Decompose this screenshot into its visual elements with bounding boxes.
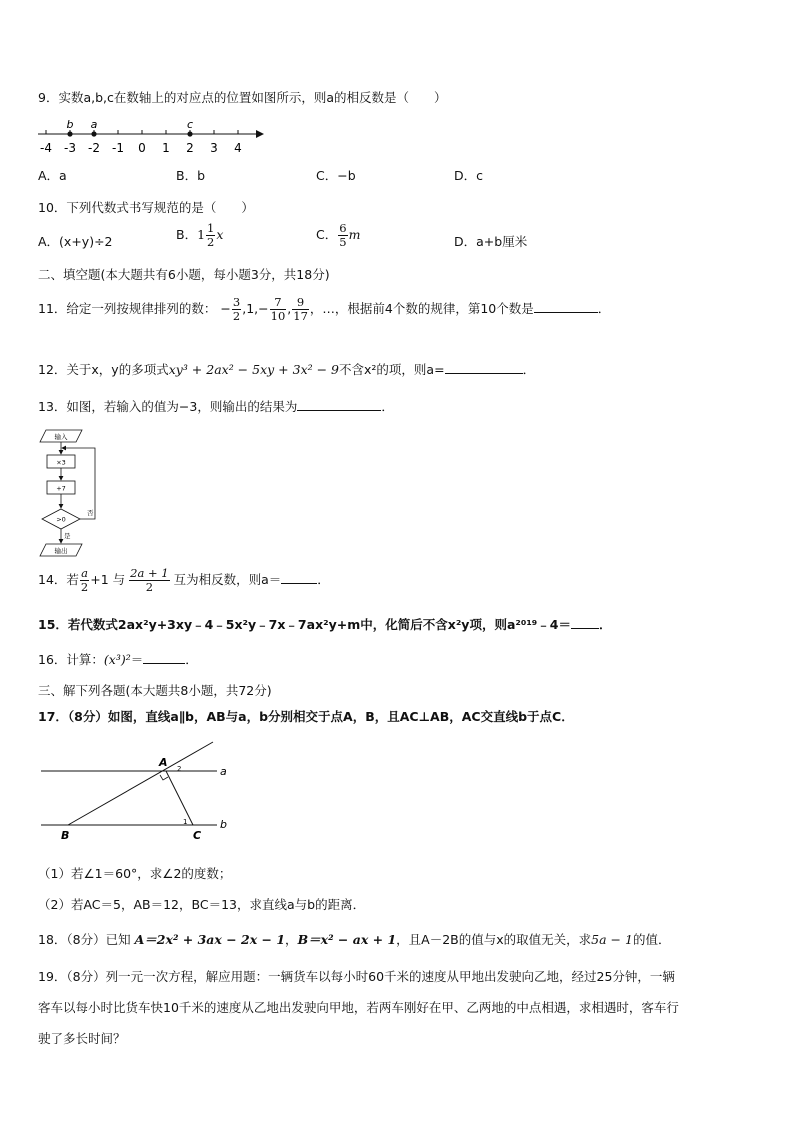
number-line-point [91,131,96,136]
number-line-tick-label: -2 [88,141,100,155]
q15-text: 15．若代数式2ax²y+3xy﹣4﹣5x²y﹣7x﹣7ax²y+m中，化简后不含x²y项，则a²⁰¹⁹﹣4＝ ． [38,617,612,632]
section3-heading: 三、解下列各题(本大题共8小题，共72分) [38,683,272,698]
flow-output-label: 输出 [54,547,68,555]
flow-cond-label: >0 [56,515,66,524]
q9-option-c: C．−b [316,168,356,183]
number-line-point [67,131,72,136]
number-line-tick-label: 3 [210,141,218,155]
q13-text: 13．如图，若输入的值为−3，则输出的结果为 ． [38,399,394,414]
q19-line1: 19．（8分）列一元一次方程，解应用题：一辆货车以每小时60千米的速度从甲地出发驶向乙地，经过25分钟，一辆 [38,969,675,984]
q18-text: 18．（8分）已知 A＝2x² + 3ax − 2x − 1，B＝x² − ax + 1，且A－2B的值与x的取值无关，求5a − 1的值． [38,932,671,947]
flow-step1-label: ×3 [56,458,66,467]
q17-sub2: （2）若AC＝5，AB＝12，BC＝13，求直线a与b的距离． [38,897,366,912]
q10-text: 10．下列代数式书写规范的是（ ） [38,200,254,215]
line-b-label: b [220,818,227,831]
flow-yes-label: 是 [64,532,71,540]
point-a-label: A [159,756,168,769]
number-line-tick-label: -3 [64,141,76,155]
number-line-tick-label: 2 [186,141,194,155]
angle-2-label: 2 [177,765,182,773]
q17-text: 17．（8分）如图，直线a∥b，AB与a，b分别相交于点A，B，且AC⊥AB，AC交直线b于点C． [38,709,574,724]
q10-option-a: A．(x+y)÷2 [38,234,113,249]
angle-1-label: 1 [183,818,188,826]
number-line-point-label: a [90,118,98,131]
q10-option-b: B．1 $\frac{1}{2}$ x [176,221,224,250]
q9-text: 9．实数a,b,c在数轴上的对应点的位置如图所示，则a的相反数是（ ） [38,90,447,105]
q9-option-a: A．a [38,168,67,183]
number-line-figure [34,118,264,158]
q9-option-b: B．b [176,168,206,183]
q17-sub1: （1）若∠1＝60°，求∠2的度数； [38,866,232,881]
number-line-point [187,131,192,136]
q14-text: 14．若 $\frac{a}{2}$ +1 与 $\frac{2a + 1}{2}$ 互为相反数，则a＝ ． [38,566,330,595]
flow-input-label: 输入 [54,433,68,441]
q11-text: 11．给定一列按规律排列的数： − $\frac{3}{2}$ ,1,− $\frac{7}{10}$ , $\frac{9}{17}$ ，…，根据前4个数的规律，第10个数是 ． [38,295,611,324]
number-line-tick-label: 1 [162,141,170,155]
number-line-tick-label: 4 [234,141,242,155]
q16-text: 16．计算：(x³)²＝ ． [38,652,198,667]
flowchart-figure [36,427,106,561]
point-c-label: C [193,829,202,842]
q10-option-c: C． $\frac{6}{5}$ m [316,221,361,250]
flow-no-label: 否 [87,509,94,517]
q19-line3: 驶了多长时间？ [38,1031,126,1046]
flow-step2-label: +7 [56,484,66,493]
q10-option-d: D．a+b厘米 [454,234,528,249]
q19-line2: 客车以每小时比货车快10千米的速度从乙地出发驶向甲地，若两车刚好在甲、乙两地的中点相遇，求相遇时，客车行 [38,1000,679,1015]
number-line-tick-label: -4 [40,141,52,155]
q9-option-d: D．c [454,168,483,183]
point-b-label: B [61,829,70,842]
line-a-label: a [220,765,227,778]
number-line-tick-label: -1 [112,141,124,155]
number-line-point-label: c [186,118,194,131]
q12-text: 12．关于x，y的多项式xy³ + 2ax² − 5xy + 3x² − 9不含x²的项，则a= ． [38,362,536,377]
section2-heading: 二、填空题(本大题共有6小题，每小题3分，共18分) [38,267,330,282]
number-line-tick-label: 0 [138,141,146,155]
parallel-lines-figure [36,738,236,842]
number-line-point-label: b [66,118,74,131]
